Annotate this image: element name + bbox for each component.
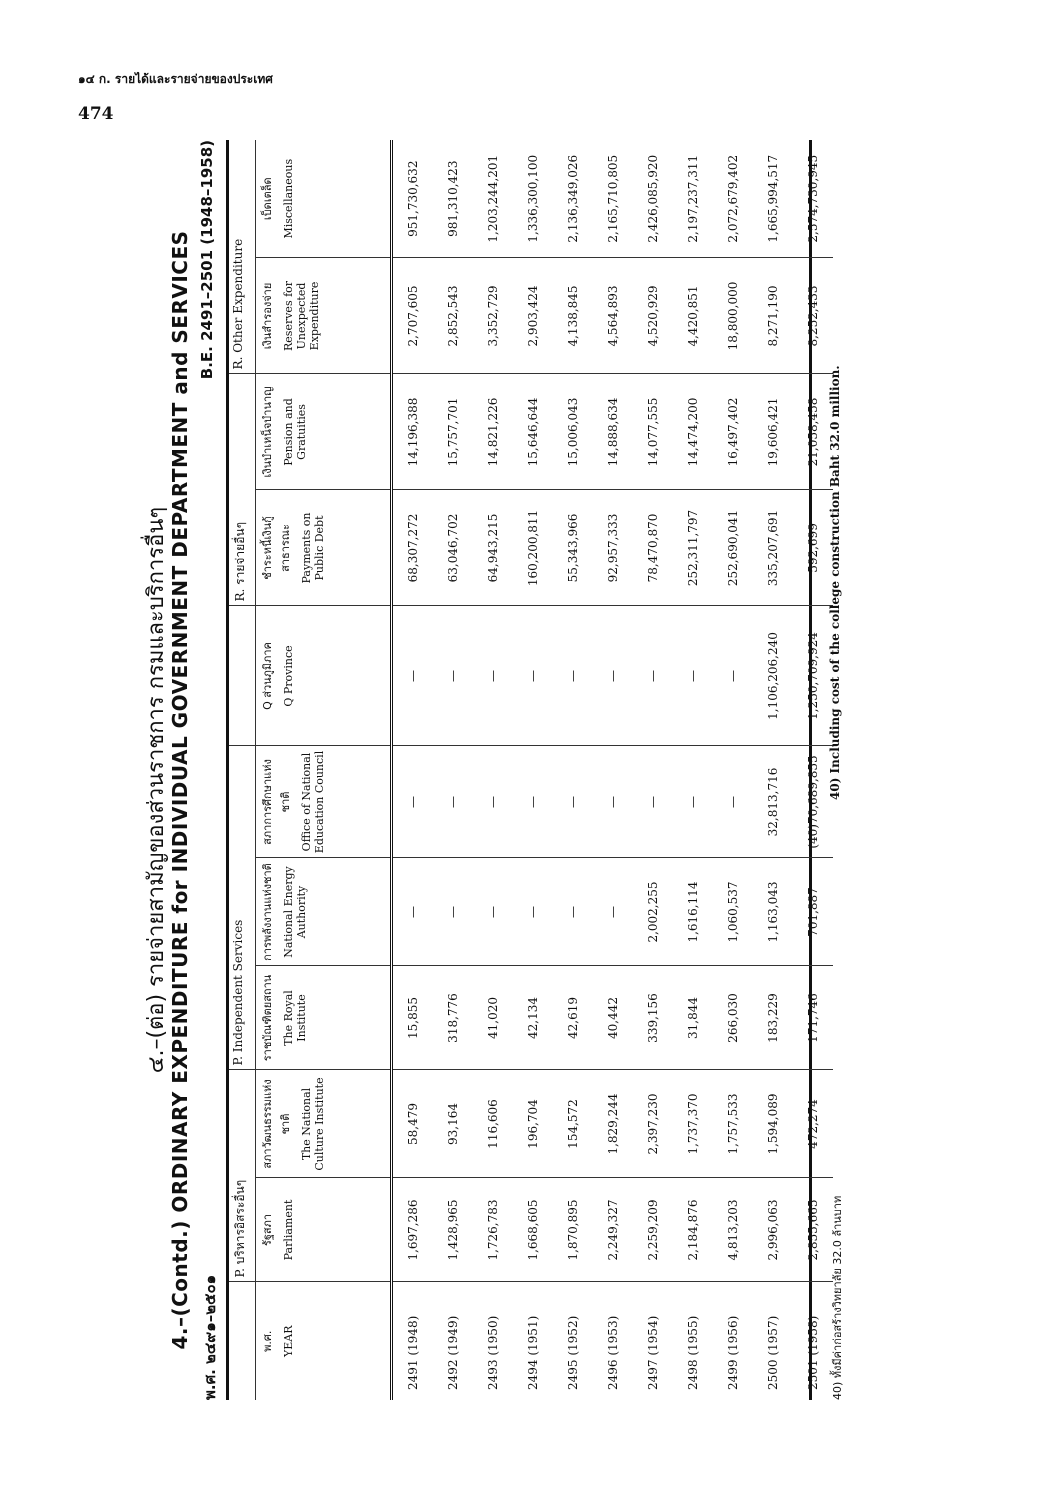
value-cell: 3,352,729 — [473, 258, 513, 374]
value-cell: 93,164 — [433, 1070, 473, 1178]
value-cell: 335,207,691 — [753, 490, 793, 606]
value-cell: 2,426,085,920 — [633, 140, 673, 258]
value-cell: — — [673, 746, 713, 858]
col-royal-institute: ราชบัณฑิตยสถาน The Royal Institute — [256, 966, 392, 1070]
value-cell: 2,903,424 — [513, 258, 553, 374]
col-culture-institute: สภาวัฒนธรรมแห่งชาติ The National Culture Institute — [256, 1070, 392, 1178]
value-cell: 2,165,710,805 — [593, 140, 633, 258]
footnote-english: 40) Including cost of the college construction Baht 32.0 million. — [828, 365, 842, 800]
value-cell: 21,058,458 — [793, 374, 833, 490]
footnote-thai: 40) ทั้งมีค่าก่อสร้างวิทยาลัย 32.0 ล้านบาท — [831, 1195, 844, 1400]
value-cell: — — [633, 746, 673, 858]
table-row — [473, 140, 513, 1400]
value-cell: (40)70,689,855 — [793, 746, 833, 858]
value-cell: 252,690,041 — [713, 490, 753, 606]
value-cell: — — [513, 746, 553, 858]
value-cell: 68,307,272 — [392, 490, 434, 606]
year-cell: 2493 (1950) — [486, 1315, 500, 1390]
expenditure-table — [226, 140, 820, 1400]
value-cell: — — [713, 606, 753, 746]
value-cell: 41,020 — [473, 966, 513, 1070]
year-cell: 2495 (1952) — [566, 1315, 580, 1390]
value-cell: 1,616,114 — [673, 858, 713, 966]
value-cell: — — [593, 746, 633, 858]
rotated-table-page — [138, 140, 898, 1440]
value-cell: 1,726,783 — [473, 1178, 513, 1282]
page-header: ๑๔ ก. รายได้และรายจ่ายของประเทศ — [78, 72, 273, 86]
value-cell: — — [553, 606, 593, 746]
title-block — [138, 140, 228, 1440]
value-cell: — — [713, 746, 753, 858]
value-cell: — — [593, 858, 633, 966]
group-year — [229, 1282, 256, 1400]
col-parliament: รัฐสภา Parliament — [256, 1178, 392, 1282]
title-english: 4.–(Contd.) ORDINARY EXPENDITURE for INDIVIDUAL GOVERNMENT DEPARTMENT and SERVICES — [168, 230, 192, 1350]
group-q — [229, 606, 256, 746]
value-cell: 32,813,716 — [753, 746, 793, 858]
table-row — [633, 140, 673, 1400]
value-cell: — — [633, 606, 673, 746]
value-cell: — — [553, 858, 593, 966]
value-cell: 55,343,966 — [553, 490, 593, 606]
value-cell: — — [473, 858, 513, 966]
table-row — [593, 140, 633, 1400]
value-cell: 4,564,893 — [593, 258, 633, 374]
value-cell: 1,737,370 — [673, 1070, 713, 1178]
value-cell: 2,136,349,026 — [553, 140, 593, 258]
value-cell: 42,619 — [553, 966, 593, 1070]
col-energy-authority: การพลังงานแห่งชาติ National Energy Authority — [256, 858, 392, 966]
value-cell: 92,957,333 — [593, 490, 633, 606]
table-row — [713, 140, 753, 1400]
value-cell: 1,250,709,924 — [793, 606, 833, 746]
value-cell: — — [392, 858, 434, 966]
value-cell: 1,665,994,517 — [753, 140, 793, 258]
col-public-debt: ชำระหนี้เงินกู้สาธารณะ Payments on Public Debt — [256, 490, 392, 606]
page-number: 474 — [78, 104, 114, 124]
year-cell: 2491 (1948) — [406, 1315, 420, 1390]
table-row — [793, 140, 833, 1400]
year-cell: 2494 (1951) — [526, 1315, 540, 1390]
col-year: พ.ศ. YEAR — [256, 1282, 392, 1400]
year-cell: 2497 (1954) — [646, 1315, 660, 1390]
table-row — [753, 140, 793, 1400]
value-cell: 592,699 — [793, 490, 833, 606]
table-body — [392, 140, 834, 1400]
value-cell: — — [593, 606, 633, 746]
value-cell: 1,106,206,240 — [753, 606, 793, 746]
value-cell: — — [433, 606, 473, 746]
value-cell: 154,572 — [553, 1070, 593, 1178]
column-header-row — [256, 140, 392, 1400]
be-range-english: B.E. 2491–2501 (1948–1958) — [198, 140, 216, 380]
year-cell: 2501 (1958) — [806, 1315, 820, 1390]
value-cell: 2,249,327 — [593, 1178, 633, 1282]
value-cell: 16,497,402 — [713, 374, 753, 490]
col-reserves: เงินสำรองจ่าย Reserves for Unexpected Expenditure — [256, 258, 392, 374]
value-cell: — — [392, 746, 434, 858]
value-cell: 171,746 — [793, 966, 833, 1070]
value-cell: 1,203,244,201 — [473, 140, 513, 258]
year-cell: 2496 (1953) — [606, 1315, 620, 1390]
value-cell: 951,730,632 — [392, 140, 434, 258]
value-cell: 18,800,000 — [713, 258, 753, 374]
value-cell: 15,646,644 — [513, 374, 553, 490]
value-cell: — — [673, 606, 713, 746]
group-p-independent: P. Independent Services — [229, 746, 256, 1070]
value-cell: — — [473, 746, 513, 858]
value-cell: 1,870,895 — [553, 1178, 593, 1282]
value-cell: 2,184,876 — [673, 1178, 713, 1282]
value-cell: 1,829,244 — [593, 1070, 633, 1178]
group-p-other: P. บริหารอิสระอื่นๆ — [229, 1070, 256, 1282]
value-cell: — — [433, 746, 473, 858]
value-cell: 1,697,286 — [392, 1178, 434, 1282]
table-row — [673, 140, 713, 1400]
value-cell: 2,397,230 — [633, 1070, 673, 1178]
value-cell: 8,252,433 — [793, 258, 833, 374]
value-cell: — — [513, 606, 553, 746]
value-cell: 2,574,730,945 — [793, 140, 833, 258]
value-cell: 14,888,634 — [593, 374, 633, 490]
value-cell: 2,259,209 — [633, 1178, 673, 1282]
col-education-council: สภาการศึกษาแห่งชาติ Office of National Education Council — [256, 746, 392, 858]
value-cell: 116,606 — [473, 1070, 513, 1178]
value-cell: 472,274 — [793, 1070, 833, 1178]
value-cell: 2,855,665 — [793, 1178, 833, 1282]
table-row — [553, 140, 593, 1400]
value-cell: 2,072,679,402 — [713, 140, 753, 258]
value-cell: 4,420,851 — [673, 258, 713, 374]
value-cell: 2,852,543 — [433, 258, 473, 374]
value-cell: 58,479 — [392, 1070, 434, 1178]
year-cell: 2500 (1957) — [766, 1315, 780, 1390]
value-cell: 183,229 — [753, 966, 793, 1070]
value-cell: 31,844 — [673, 966, 713, 1070]
value-cell: 63,046,702 — [433, 490, 473, 606]
value-cell: 2,707,605 — [392, 258, 434, 374]
value-cell: 15,757,701 — [433, 374, 473, 490]
value-cell: 42,134 — [513, 966, 553, 1070]
value-cell: 14,474,200 — [673, 374, 713, 490]
value-cell: 1,428,965 — [433, 1178, 473, 1282]
value-cell: 14,196,388 — [392, 374, 434, 490]
be-range-thai: พ.ศ. ๒๔๙๑–๒๕๐๑ — [201, 1274, 219, 1400]
value-cell: 4,813,203 — [713, 1178, 753, 1282]
value-cell: 339,156 — [633, 966, 673, 1070]
table-row — [392, 140, 434, 1400]
value-cell: 1,336,300,100 — [513, 140, 553, 258]
col-miscellaneous: เบ็ดเตล็ด Miscellaneous — [256, 140, 392, 258]
value-cell: — — [553, 746, 593, 858]
col-province: Q ส่วนภูมิภาค Q Province — [256, 606, 392, 746]
value-cell: 266,030 — [713, 966, 753, 1070]
value-cell: — — [392, 606, 434, 746]
value-cell: 1,163,043 — [753, 858, 793, 966]
value-cell: 64,943,215 — [473, 490, 513, 606]
group-r-other-english: R. Other Expenditure — [229, 140, 256, 374]
value-cell: — — [473, 606, 513, 746]
value-cell: 19,606,421 — [753, 374, 793, 490]
value-cell: — — [433, 858, 473, 966]
value-cell: 2,197,237,311 — [673, 140, 713, 258]
value-cell: 196,704 — [513, 1070, 553, 1178]
value-cell: 78,470,870 — [633, 490, 673, 606]
value-cell: 2,002,255 — [633, 858, 673, 966]
value-cell: 8,271,190 — [753, 258, 793, 374]
year-cell: 2499 (1956) — [726, 1315, 740, 1390]
value-cell: 1,668,605 — [513, 1178, 553, 1282]
value-cell: 318,776 — [433, 966, 473, 1070]
value-cell: 15,006,043 — [553, 374, 593, 490]
col-pension: เงินบำเหน็จบำนาญ Pension and Gratuities — [256, 374, 392, 490]
year-cell: 2492 (1949) — [446, 1315, 460, 1390]
table-row — [433, 140, 473, 1400]
value-cell: 1,594,089 — [753, 1070, 793, 1178]
value-cell: 160,200,811 — [513, 490, 553, 606]
value-cell: 981,310,423 — [433, 140, 473, 258]
title-thai: ๔.–(ต่อ) รายจ่ายสามัญของส่วนราชการ กรมและบริการอื่นๆ — [144, 506, 169, 1074]
value-cell: 2,996,063 — [753, 1178, 793, 1282]
value-cell: 14,821,226 — [473, 374, 513, 490]
value-cell: 701,887 — [793, 858, 833, 966]
value-cell: — — [513, 858, 553, 966]
value-cell: 15,855 — [392, 966, 434, 1070]
group-header-row — [229, 140, 256, 1400]
year-cell: 2498 (1955) — [686, 1315, 700, 1390]
group-r-other-thai: R. รายจ่ายอื่นๆ — [229, 374, 256, 606]
value-cell: 4,138,845 — [553, 258, 593, 374]
table-row — [513, 140, 553, 1400]
value-cell: 252,311,797 — [673, 490, 713, 606]
value-cell: 1,757,533 — [713, 1070, 753, 1178]
value-cell: 14,077,555 — [633, 374, 673, 490]
value-cell: 40,442 — [593, 966, 633, 1070]
value-cell: 1,060,537 — [713, 858, 753, 966]
value-cell: 4,520,929 — [633, 258, 673, 374]
